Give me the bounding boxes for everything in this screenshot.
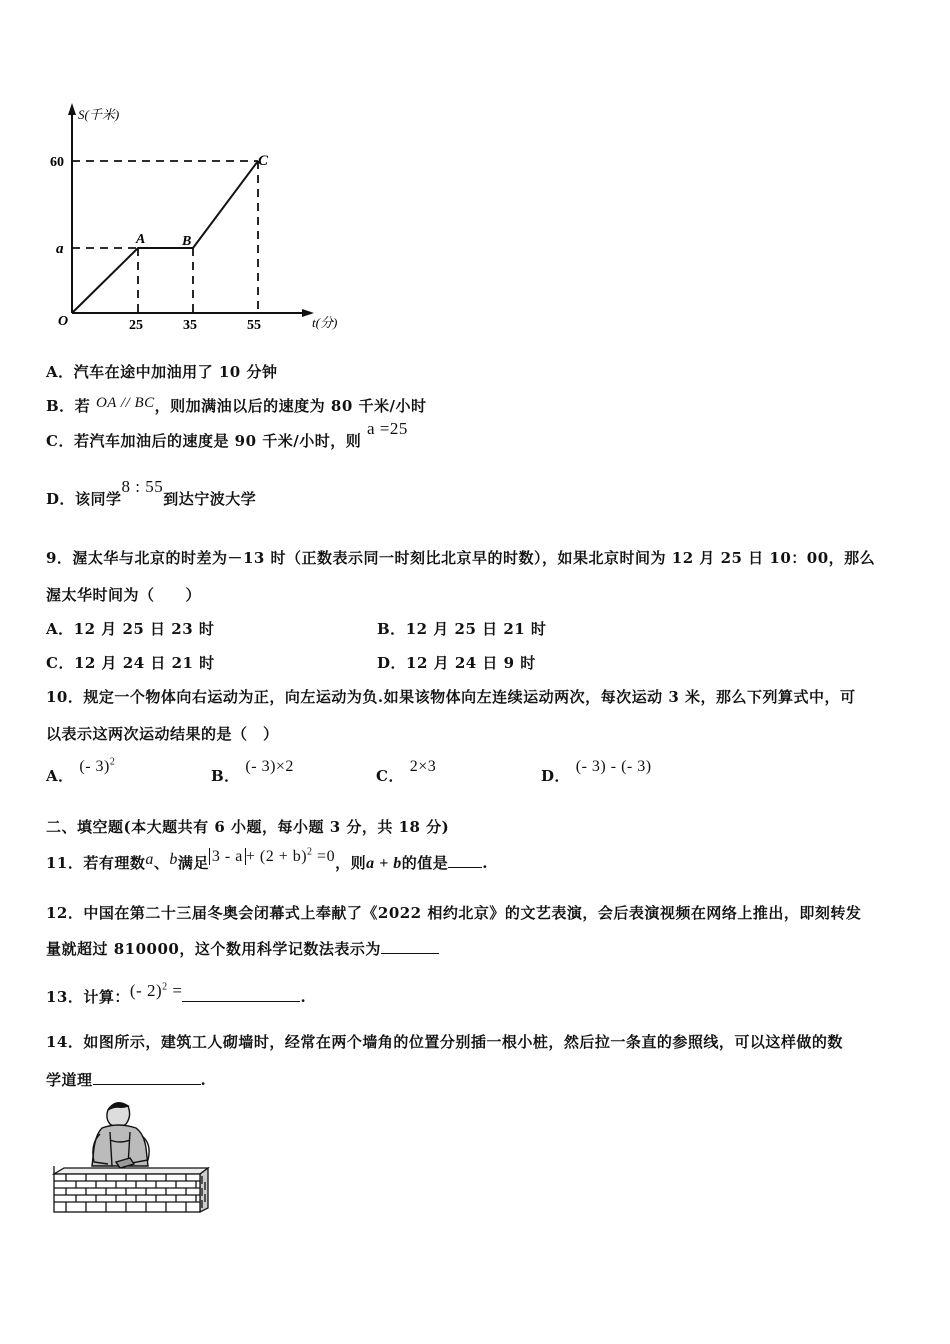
option-text: 汽车在途中加油用了 10 分钟 [73, 363, 278, 381]
q8-option-a [46, 361, 277, 382]
q14-stem-line2 [46, 1069, 206, 1090]
q14-text: 学道理 [46, 1071, 93, 1089]
eq-end: =0 [312, 848, 336, 865]
q9-stem-line1: 9．渥太华与北京的时差为－13 时（正数表示同一时刻比北京早的时数），如果北京时间为 12 月 25 日 10：00，那么 [46, 549, 876, 567]
option-label: D． [377, 654, 407, 672]
worker [92, 1103, 149, 1168]
q9-option-b [377, 618, 546, 639]
q12-stem-line2 [46, 938, 439, 959]
abs-value: 3 - a [209, 848, 246, 865]
option-label: B． [377, 620, 406, 638]
var-b: b [169, 851, 178, 868]
q11-after: ，则 [335, 854, 367, 872]
q11-mid: 满足 [177, 854, 209, 872]
q14-stem-line1: 14．如图所示，建筑工人砌墙时，经常在两个墙角的位置分别插一根小桩，然后拉一条直的参照线，可以这样做的数 [46, 1033, 843, 1051]
option-text-post: ，则加满油以后的速度为 80 千米/小时 [154, 397, 427, 415]
eq-exponent: 2 [307, 846, 313, 858]
math-exponent: 2 [162, 981, 168, 993]
distance-line [72, 161, 258, 313]
q9-option-d [377, 652, 536, 673]
option-text: 12 月 25 日 21 时 [405, 620, 547, 638]
brick-wall [54, 1166, 208, 1212]
q11-expr: a + b [366, 855, 402, 872]
option-label: C． [46, 432, 74, 450]
q11-equation [209, 848, 335, 865]
answer-blank[interactable] [182, 987, 300, 1002]
var-a: a [145, 851, 154, 868]
option-label: B． [211, 767, 240, 785]
origin-label: O [58, 314, 69, 329]
option-label: A． [46, 620, 74, 638]
bricklayer-illustration [50, 1096, 215, 1216]
q12-stem-line1: 12．中国在第二十三届冬奥会闭幕式上奉献了《2022 相约北京》的文艺表演，会后表演视频在网络上推出，即刻转发 [46, 904, 862, 922]
option-math: (- 3)×2 [245, 758, 294, 775]
q11-sep: 、 [153, 854, 170, 872]
point-B: B [182, 234, 192, 249]
section-title: 二、填空题(本大题共有 6 小题，每小题 3 分，共 18 分) [46, 818, 450, 836]
eq-rest: + (2 + b) [245, 848, 308, 865]
q10-stem-line1: 10．规定一个物体向右运动为正，向左运动为负.如果该物体向左连续运动两次，每次运动 3 米，那么下列算式中，可 [46, 688, 856, 706]
q12-text: 量就超过 810000，这个数用科学记数法表示为 [46, 940, 381, 958]
option-text-pre: 该同学 [75, 490, 122, 508]
q8-option-d [46, 477, 257, 509]
x-axis-label: t(分) [312, 315, 338, 330]
q10-option-d [541, 758, 652, 786]
q13-math [130, 981, 183, 1000]
y-axis-arrow [68, 103, 76, 115]
option-text-post: 到达宁波大学 [163, 490, 257, 508]
distance-time-graph [40, 95, 350, 340]
option-math: OA // BC [95, 395, 155, 411]
point-C: C [258, 153, 269, 169]
q11-end: . [482, 854, 488, 872]
x-tick-25: 25 [129, 318, 143, 333]
option-text: 12 月 25 日 23 时 [73, 620, 215, 638]
q13-prefix: 13．计算： [46, 988, 130, 1006]
y-tick-a: a [56, 241, 64, 257]
q8-option-c [46, 419, 408, 451]
option-label: C． [46, 654, 74, 672]
option-label: A． [46, 767, 74, 785]
option-label: D． [541, 767, 571, 785]
q9-option-c [46, 652, 215, 673]
option-label: B． [46, 397, 75, 415]
option-text: 12 月 24 日 9 时 [406, 654, 536, 672]
option-label: A． [46, 363, 74, 381]
y-tick-60: 60 [50, 155, 64, 170]
y-axis-label: S(千米) [78, 107, 120, 122]
option-math [79, 758, 115, 775]
q14-end: . [200, 1071, 207, 1089]
option-text: 12 月 24 日 21 时 [73, 654, 215, 672]
q8-option-b [46, 395, 426, 416]
option-math: 2×3 [409, 758, 437, 775]
x-tick-55: 55 [247, 318, 261, 333]
answer-blank[interactable] [381, 939, 439, 954]
answer-blank[interactable] [93, 1070, 201, 1085]
option-math: (- 3) - (- 3) [575, 758, 652, 775]
option-label: C． [376, 767, 404, 785]
option-text-pre: 若 [74, 397, 91, 415]
option-math: 8 : 55 [121, 477, 164, 496]
q9-stem-line2: 渥太华时间为（ ） [46, 586, 202, 604]
x-tick-35: 35 [183, 318, 197, 333]
q13-end: . [300, 988, 307, 1006]
q11 [46, 846, 488, 873]
math-base: (- 3) [79, 758, 110, 775]
q9-option-a [46, 618, 214, 639]
math-exponent: 2 [109, 756, 116, 768]
math-eq: = [167, 981, 183, 1000]
q10-option-a [46, 756, 116, 786]
q13 [46, 981, 307, 1007]
q11-suffix: 的值是 [401, 854, 449, 872]
option-math: a =25 [367, 419, 408, 438]
q10-stem-line2: 以表示这两次运动结果的是（ ） [46, 725, 279, 743]
q10-option-c [376, 758, 437, 786]
q10-option-b [211, 758, 294, 786]
answer-blank[interactable] [448, 853, 482, 868]
option-label: D． [46, 490, 76, 508]
q11-prefix: 11．若有理数 [46, 854, 146, 872]
option-text-pre: 若汽车加油后的速度是 90 千米/小时，则 [73, 432, 362, 450]
point-A: A [136, 232, 146, 247]
math-base: (- 2) [129, 981, 163, 1000]
